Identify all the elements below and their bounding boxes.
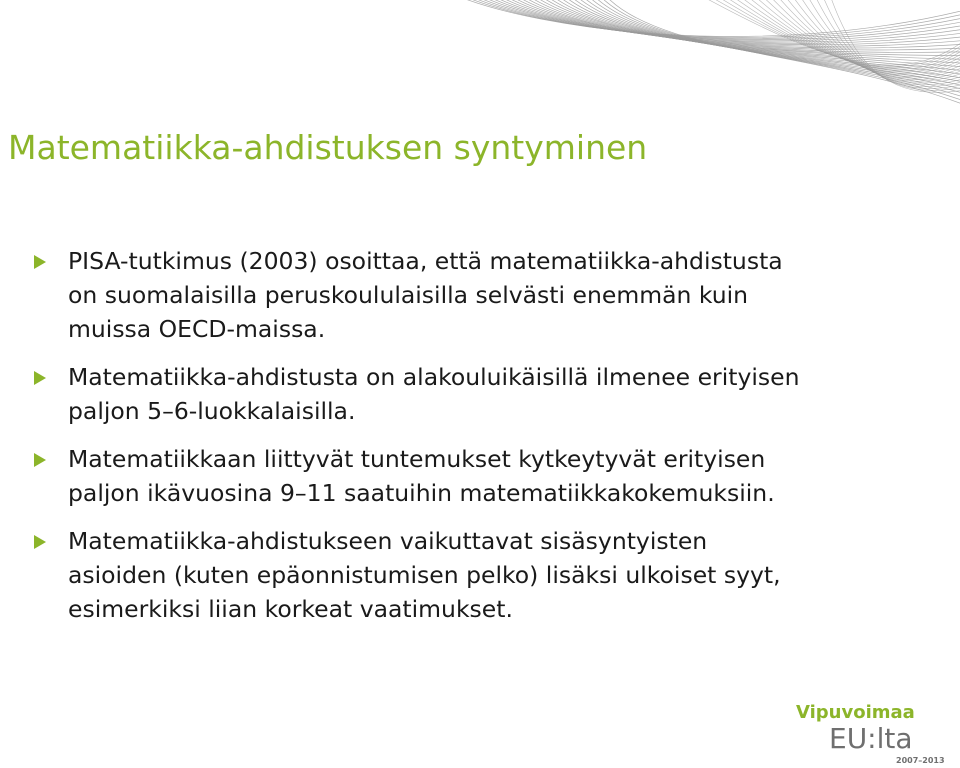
decoration-line — [455, 0, 960, 36]
decoration-line — [545, 0, 960, 67]
decoration-line — [497, 0, 960, 45]
triangle-bullet-icon — [34, 371, 46, 385]
decoration-line — [599, 0, 960, 101]
decoration-line — [761, 0, 960, 77]
decoration-line — [715, 0, 960, 68]
bullet-item — [34, 524, 934, 626]
bullet-line: asioiden (kuten epäonnistumisen pelko) lisäksi ulkoiset syyt, — [68, 561, 781, 589]
decoration-line — [575, 0, 960, 86]
decoration-line — [479, 0, 960, 41]
bullet-line: paljon ikävuosina 9–11 saatuihin matematiikkakokemuksiin. — [68, 479, 775, 507]
bullet-line: Matematiikka-ahdistukseen vaikuttavat sisäsyntyisten — [68, 527, 708, 555]
decoration-line — [473, 0, 960, 40]
decoration-line — [822, 0, 960, 90]
decoration-line — [792, 0, 960, 83]
bullet-line: Matematiikka-ahdistusta on alakouluikäisillä ilmenee erityisen — [68, 363, 800, 391]
triangle-bullet-icon — [34, 453, 46, 467]
logo-years-text: 2007–2013 — [896, 756, 945, 765]
decoration-line — [461, 0, 960, 37]
decoration-line — [746, 0, 960, 74]
decoration-line — [708, 0, 960, 66]
decoration-line — [799, 0, 960, 85]
decoration-line — [533, 0, 960, 59]
decoration-line — [467, 0, 960, 39]
decoration-line — [593, 0, 960, 97]
decoration-line — [723, 0, 960, 69]
bullet-line: on suomalaisilla peruskoululaisilla selvästi enemmän kuin — [68, 281, 749, 309]
decoration-line — [509, 0, 960, 48]
decoration-line — [738, 0, 960, 72]
decoration-line — [700, 0, 960, 65]
decoration-line — [605, 0, 960, 105]
decoration-line — [527, 0, 960, 56]
decoration-line — [491, 0, 960, 43]
bullet-list — [34, 244, 934, 640]
logo-main-text: EU:lta — [829, 722, 913, 755]
bullet-item — [34, 360, 934, 428]
decoration-line — [815, 0, 960, 88]
bullet-line: esimerkiksi liian korkeat vaatimukset. — [68, 595, 513, 623]
decoration-line — [807, 0, 960, 87]
decoration-line — [769, 0, 960, 78]
logo-top-text: Vipuvoimaa — [796, 702, 915, 723]
decoration-line — [551, 0, 960, 71]
slide-title: Matematiikka-ahdistuksen syntyminen — [8, 128, 648, 167]
triangle-bullet-icon — [34, 255, 46, 269]
decoration-line — [563, 0, 960, 78]
vipuvoimaa-eu-logo — [796, 700, 946, 764]
decoration-line — [515, 0, 960, 50]
decoration-line — [569, 0, 960, 82]
decoration-line — [485, 0, 960, 42]
bullet-item — [34, 442, 934, 510]
bullet-line: Matematiikkaan liittyvät tuntemukset kytkeytyvät erityisen — [68, 445, 766, 473]
decoration-line — [830, 0, 960, 92]
decoration-line — [754, 0, 960, 75]
decoration-line — [776, 0, 960, 80]
decoration-line — [587, 0, 960, 94]
triangle-bullet-icon — [34, 535, 46, 549]
bullet-line: paljon 5–6-luokkalaisilla. — [68, 397, 356, 425]
bullet-line: PISA-tutkimus (2003) osoittaa, että matematiikka-ahdistusta — [68, 247, 783, 275]
bullet-line: muissa OECD-maissa. — [68, 315, 326, 343]
decoration-line — [731, 0, 960, 71]
decoration-line — [557, 0, 960, 75]
bullet-item — [34, 244, 934, 346]
decoration-line — [784, 0, 960, 81]
decoration-line — [581, 0, 960, 90]
decoration-line — [539, 0, 960, 63]
decoration-line — [521, 0, 960, 52]
decoration-line — [503, 0, 960, 46]
